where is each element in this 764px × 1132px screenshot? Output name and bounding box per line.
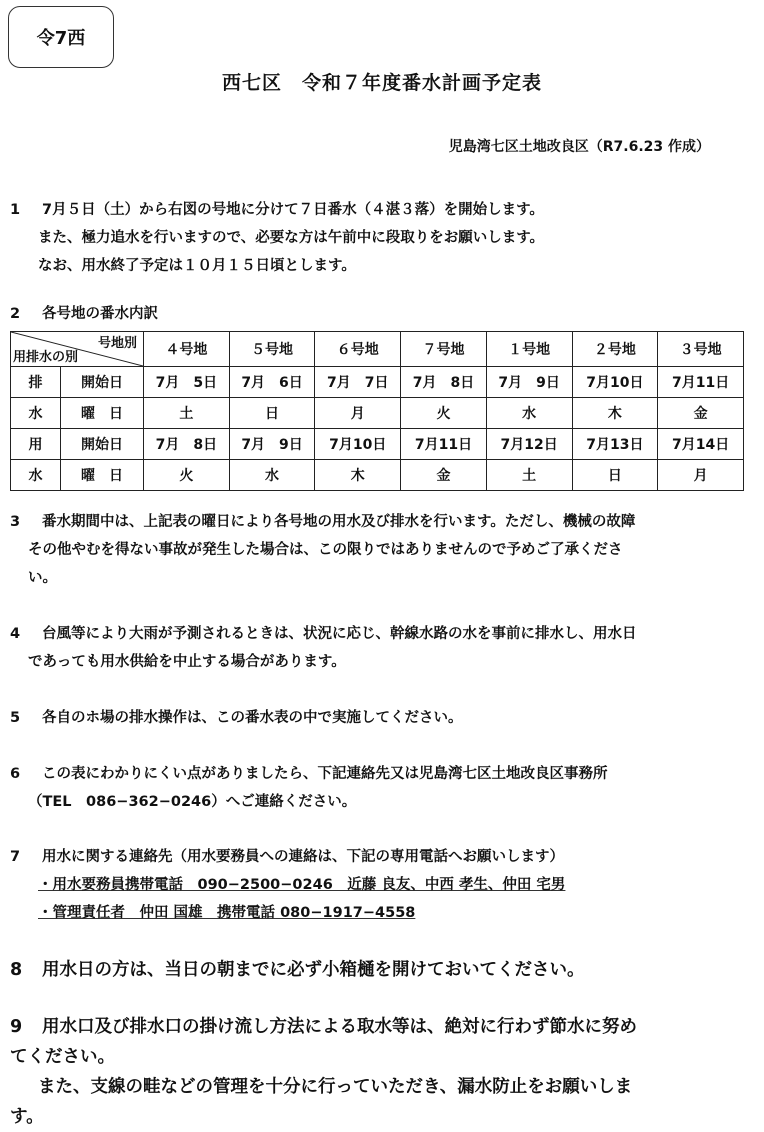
table-cell: 日 [572,460,658,491]
column-header: １号地 [486,332,572,367]
table-cell: 7月13日 [572,429,658,460]
table-cell: 土 [486,460,572,491]
table-cell: 7月12日 [486,429,572,460]
table-cell: 金 [401,460,487,491]
drain-label-2: 水 [11,398,61,429]
table-cell: 7月11日 [658,367,744,398]
table-cell: 火 [144,460,230,491]
table-cell: 7月 8日 [144,429,230,460]
section-1: 1 7月５日（土）から右図の号地に分けて７日番水（４湛３落）を開始します。 また、極力追水を行いますので、必要な方は午前中に段取りをお願いします。 なお、用水終了予定は１０月１５日頃とします。 [10,202,545,274]
column-header: ３号地 [658,332,744,367]
table-cell: 木 [315,460,401,491]
row-label: 開始日 [61,429,144,460]
column-header: ２号地 [572,332,658,367]
schedule-table [10,331,744,491]
table-cell: 7月11日 [401,429,487,460]
row-label: 曜 日 [61,460,144,491]
table-cell: 7月 6日 [229,367,315,398]
table-cell: 月 [658,460,744,491]
section-5: 5 各自のホ場の排水操作は、この番水表の中で実施してください。 [10,710,463,726]
author-line: 児島湾七区土地改良区（R7.6.23 作成） [448,139,710,155]
column-header: ７号地 [401,332,487,367]
row-label: 開始日 [61,367,144,398]
table-cell: 土 [144,398,230,429]
table-cell: 7月 5日 [144,367,230,398]
table-cell: 7月10日 [315,429,401,460]
supply-day-row [11,460,744,491]
table-cell: 日 [229,398,315,429]
supply-label-1: 用 [11,429,61,460]
supply-start-row [11,429,744,460]
row-label: 曜 日 [61,398,144,429]
table-cell: 金 [658,398,744,429]
table-cell: 月 [315,398,401,429]
table-cell: 7月 7日 [315,367,401,398]
table-cell: 7月 9日 [229,429,315,460]
table-cell: 7月 9日 [486,367,572,398]
section-8: 8 用水日の方は、当日の朝までに必ず小箱樋を開けておいてください。 [10,960,585,980]
contact-line-1: ・用水要務員携帯電話 090−2500−0246 近藤 良友、中西 孝生、仲田 宅男 [38,877,566,893]
table-cell: 7月10日 [572,367,658,398]
table-cell: 水 [486,398,572,429]
section-7: 7 用水に関する連絡先（用水要務員への連絡は、下記の専用電話へお願いします） ・用水要務員携帯電話 090−2500−0246 近藤 良友、中西 孝生、仲田 宅男 ・管理責任者 仲田 国雄 携帯電話 080−1917−4558 [10,843,750,927]
table-cell: 水 [229,460,315,491]
table-cell: 7月14日 [658,429,744,460]
section-2-heading: 2 各号地の番水内訳 [10,306,158,322]
drain-day-row [11,398,744,429]
contact-line-2: ・管理責任者 仲田 国雄 携帯電話 080−1917−4558 [38,905,416,921]
section-3: 3 番水期間中は、上記表の曜日により各号地の用水及び排水を行います。ただし、機械の故障 その他やむを得ない事故が発生した場合は、この限りではありませんので予めご了承くださ い。 [10,514,636,586]
page-title: 西七区 令和７年度番水計画予定表 [221,72,542,94]
column-header: ５号地 [229,332,315,367]
column-header: ４号地 [144,332,230,367]
table-header-row [11,332,744,367]
table-cell: 7月 8日 [401,367,487,398]
section-6: 6 この表にわかりにくい点がありましたら、下記連絡先又は児島湾七区土地改良区事務所 （TEL 086−362−0246）へご連絡ください。 [10,766,608,810]
supply-label-2: 水 [11,460,61,491]
table-corner-cell: 号地別 用排水の別 [11,332,144,367]
section-4: 4 台風等により大雨が予測されるときは、状況に応じ、幹線水路の水を事前に排水し、用水日 であっても用水供給を中止する場合があります。 [10,626,637,670]
column-header: ６号地 [315,332,401,367]
drain-label-1: 排 [11,367,61,398]
table-cell: 火 [401,398,487,429]
drain-start-row [11,367,744,398]
section-9: 9 用水口及び排水口の掛け流し方法による取水等は、絶対に行わず節水に努め てください。 また、支線の畦などの管理を十分に行っていただき、漏水防止をお願いしま す。 [10,1017,637,1127]
table-cell: 木 [572,398,658,429]
document-tag: 令7西 [8,6,114,68]
